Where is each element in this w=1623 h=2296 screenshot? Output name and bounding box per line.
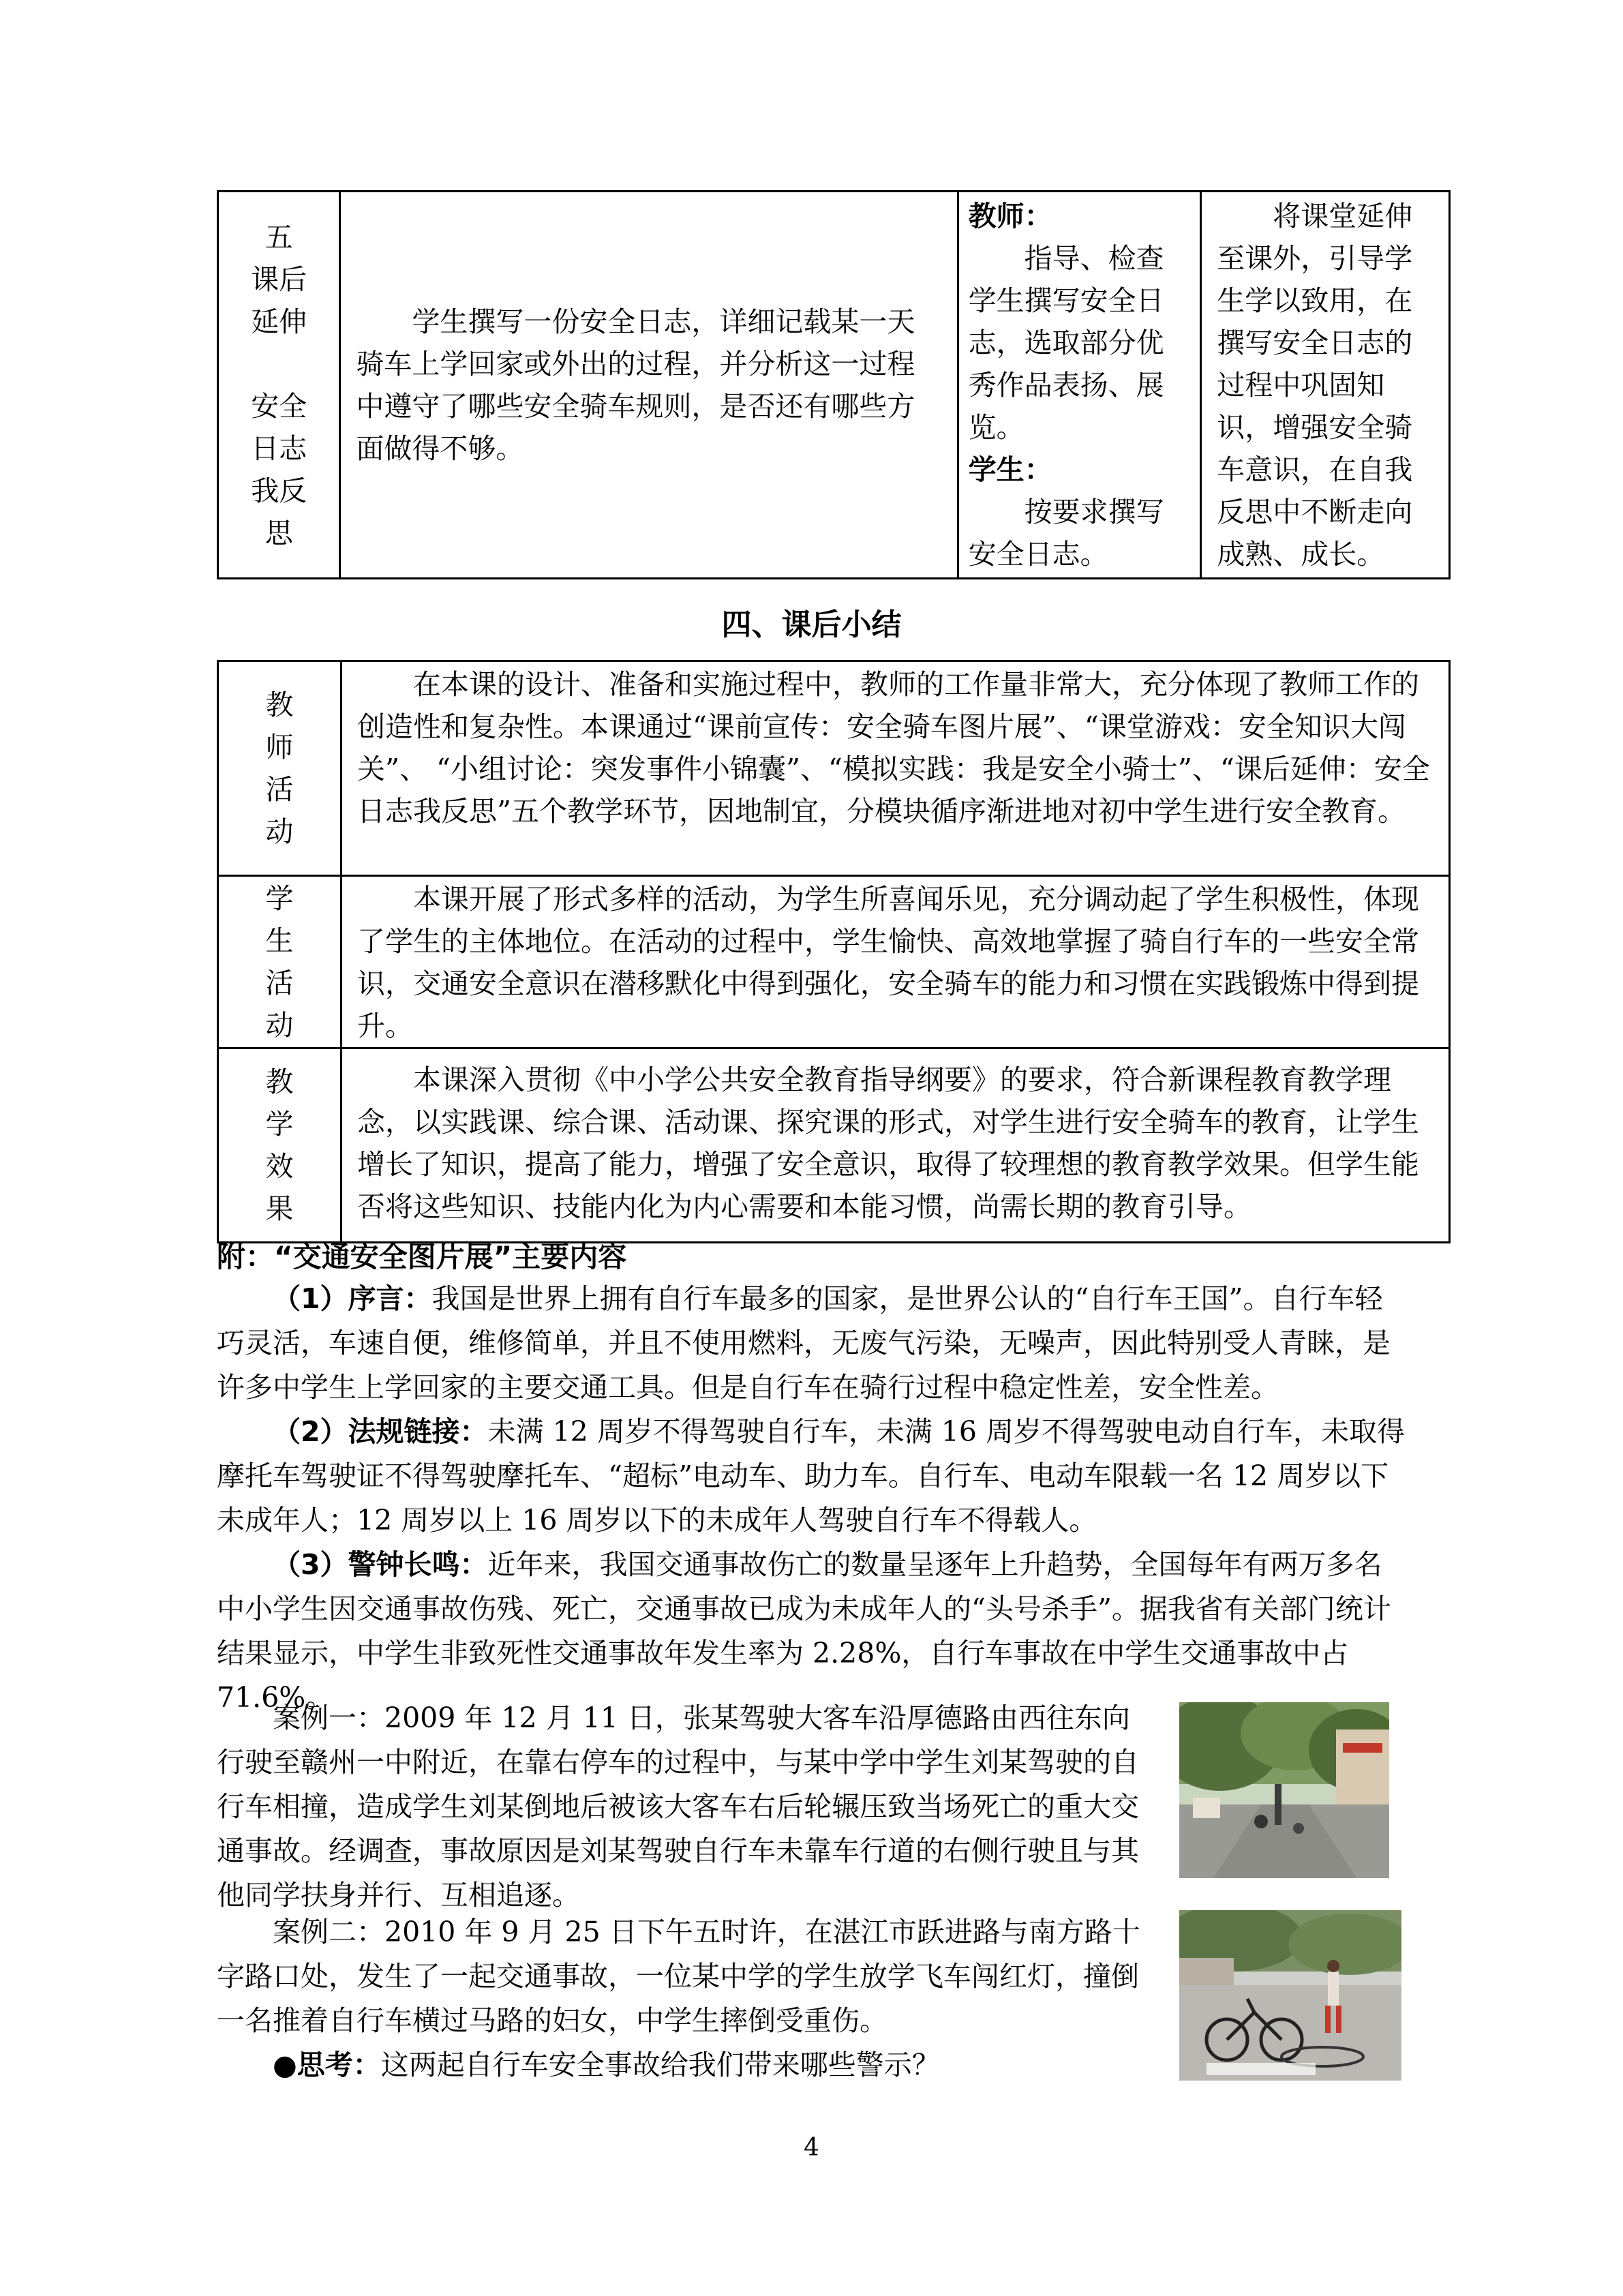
summary-label-char: 师 xyxy=(265,731,294,764)
summary-text: 在本课的设计、准备和实施过程中，教师的工作量非常大，充分体现了教师工作的创造性和复杂性。本课通过“课前宣传：安全骑车图片展”、“课堂游戏：安全知识大闯关”、 “小组讨论：突发事件小锦囊”、“模拟实践：我是安全小骑士”、“课后延伸：安全日志我反思”五个教学环节，因地制宜，分模块循序渐进地对初中学生进行安全教育。 xyxy=(357,668,1430,828)
paragraph-warning: （3）警钟长鸣：近年来，我国交通事故伤亡的数量呈逐年上升趋势，全国每年有两万多名中小学生因交通事故伤残、死亡，交通事故已成为未成年人的“头号杀手”。据我省有关部门统计结果显示，中学生非致死性交通事故年发生率为 2.28%，自行车事故在中学生交通事故中占 71.6%。 xyxy=(217,1548,1391,1714)
stage-label xyxy=(219,216,339,554)
intent-text: 将课堂延伸至课外，引导学生学以致用，在撰写安全日志的过程中巩固知识，增强安全骑车意识，在自我反思中不断走向成熟、成长。 xyxy=(1217,200,1413,571)
accident-scene-photo xyxy=(1179,1910,1401,2081)
section-title: 四、课后小结 xyxy=(721,607,902,642)
summary-text-cell xyxy=(342,661,1450,876)
teacher-label: 教师： xyxy=(968,200,1052,232)
student-text: 按要求撰写安全日志。 xyxy=(968,496,1164,571)
street-scene-photo xyxy=(1179,1702,1389,1878)
summary-label-char: 活 xyxy=(265,967,294,999)
summary-label-char: 效 xyxy=(265,1150,294,1183)
summary-label-char: 动 xyxy=(265,815,294,848)
appendix-intro xyxy=(217,1277,1408,1720)
page-number: 4 xyxy=(804,2134,819,2162)
summary-label-char: 动 xyxy=(265,1009,294,1042)
summary-text-cell xyxy=(342,876,1450,1048)
stage-label-line xyxy=(219,343,339,385)
stage-label-line: 安全 xyxy=(251,389,307,423)
summary-label xyxy=(219,684,340,853)
case-two: 案例二：2010 年 9 月 25 日下午五时许，在湛江市跃进路与南方路十字路口处，发生了一起交通事故，一位某中学的学生放学飞车闯红灯，撞倒一名推着自行车横过马路的妇女，中学生摔倒受重伤。 xyxy=(217,1916,1140,2037)
summary-text: 本课开展了形式多样的活动，为学生所喜闻乐见，充分调动起了学生积极性，体现了学生的主体地位。在活动的过程中，学生愉快、高效地掌握了骑自行车的一些安全常识，交通安全意识在潜移默化中得到强化，安全骑车的能力和习惯在实践锻炼中得到提升。 xyxy=(357,883,1419,1042)
summary-label-char: 教 xyxy=(265,1066,294,1098)
summary-label-cell xyxy=(218,661,342,876)
paragraph-regulations: （2）法规链接：未满 12 周岁不得驾驶自行车，未满 16 周岁不得驾驶电动自行车，未取得摩托车驾驶证不得驾驶摩托车、“超标”电动车、助力车。自行车、电动车限载一名 12 周岁以下未成年人；12 周岁以上 16 周岁以下的未成年人驾驶自行车不得载人。 xyxy=(217,1415,1406,1537)
summary-row xyxy=(218,661,1450,876)
summary-label-char: 生 xyxy=(265,924,294,957)
lesson-table-extension xyxy=(217,190,1451,579)
stage-label-line: 延伸 xyxy=(251,305,307,338)
paragraph-preface: （1）序言：我国是世界上拥有自行车最多的国家，是世界公认的“自行车王国”。自行车轻巧灵活，车速自便，维修简单，并且不使用燃料，无废气污染，无噪声，因此特别受人青睐，是许多中学生上学回家的主要交通工具。但是自行车在骑行过程中稳定性差，安全性差。 xyxy=(217,1282,1391,1404)
summary-label xyxy=(219,877,340,1046)
summary-label-char: 教 xyxy=(265,689,294,721)
summary-row xyxy=(218,1048,1450,1243)
summary-label xyxy=(219,1061,340,1230)
content-cell xyxy=(340,192,958,579)
stage-label-line: 思 xyxy=(264,516,293,549)
case-one: 案例一：2009 年 12 月 11 日，张某驾驶大客车沿厚德路由西往东向行驶至赣州一中附近，在靠右停车的过程中，与某中学中学生刘某驾驶的自行车相撞，造成学生刘某倒地后被该大客车右后轮辗压致当场死亡的重大交通事故。经调查，事故原因是刘某驾驶自行车未靠车行道的右侧行驶且与其他同学扶身并行、互相追逐。 xyxy=(217,1702,1139,1912)
summary-label-char: 果 xyxy=(265,1192,294,1225)
summary-table xyxy=(217,660,1451,1243)
intent-cell xyxy=(1201,192,1450,579)
teacher-text: 指导、检查学生撰写安全日志，选取部分优秀作品表扬、展览。 xyxy=(968,242,1164,444)
think-question: ●思考：这两起自行车安全事故给我们带来哪些警示？ xyxy=(273,2049,940,2081)
stage-cell xyxy=(218,192,340,579)
summary-text: 本课深入贯彻《中小学公共安全教育指导纲要》的要求，符合新课程教育教学理念，以实践课、综合课、活动课、探究课的形式，对学生进行安全骑车的教育，让学生增长了知识，提高了能力，增强了安全意识，取得了较理想的教育教学效果。但学生能否将这些知识、技能内化为内心需要和本能习惯，尚需长期的教育引导。 xyxy=(357,1063,1419,1223)
summary-text-cell xyxy=(342,1048,1450,1243)
summary-label-char: 活 xyxy=(265,773,294,806)
summary-label-char: 学 xyxy=(265,1108,294,1141)
summary-label-cell xyxy=(218,876,342,1048)
activity-cell xyxy=(958,192,1201,579)
appendix-title: 附：“交通安全图片展”主要内容 xyxy=(217,1240,627,1273)
stage-label-line: 五 xyxy=(264,220,293,254)
stage-label-line: 我反 xyxy=(251,474,307,507)
stage-label-line: 课后 xyxy=(251,262,307,296)
summary-label-cell xyxy=(218,1048,342,1243)
summary-label-char: 学 xyxy=(265,882,294,915)
stage-label-line: 日志 xyxy=(251,432,307,465)
student-label: 学生： xyxy=(968,453,1052,486)
content-text: 学生撰写一份安全日志，详细记载某一天骑车上学回家或外出的过程，并分析这一过程中遵守了哪些安全骑车规则，是否还有哪些方面做得不够。 xyxy=(356,305,915,465)
summary-row xyxy=(218,876,1450,1048)
